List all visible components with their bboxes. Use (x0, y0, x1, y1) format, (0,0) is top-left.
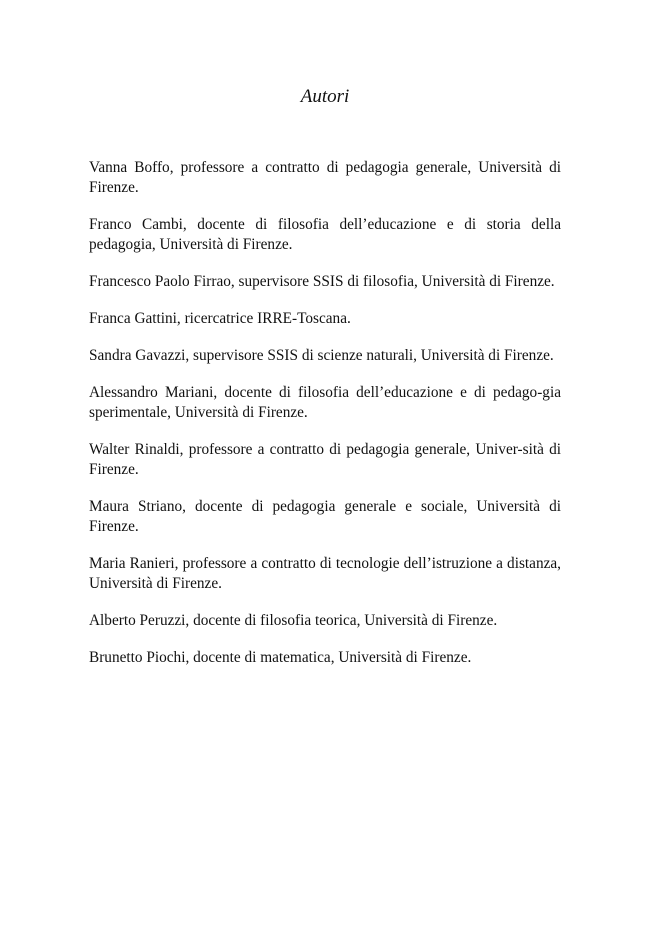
author-entry-cambi: Franco Cambi, docente di filosofia dell’educazione e di storia della pedagogia, Università di Firenze. (89, 216, 561, 253)
author-entry-mariani: Alessandro Mariani, docente di filosofia dell’educazione e di pedago-gia sperimentale, Università di Firenze. (89, 384, 561, 421)
author-entry-piochi: Brunetto Piochi, docente di matematica, Università di Firenze. (89, 649, 472, 666)
author-list (89, 158, 561, 685)
author-entry-ranieri: Maria Ranieri, professore a contratto di tecnologie dell’istruzione a distanza, Università di Firenze. (89, 555, 561, 592)
author-entry-boffo: Vanna Boffo, professore a contratto di pedagogia generale, Università di Firenze. (89, 159, 561, 196)
author-entry-rinaldi: Walter Rinaldi, professore a contratto di pedagogia generale, Univer-sità di Firenze. (89, 441, 561, 478)
author-entry-peruzzi: Alberto Peruzzi, docente di filosofia teorica, Università di Firenze. (89, 612, 498, 629)
author-entry-gavazzi: Sandra Gavazzi, supervisore SSIS di scienze naturali, Università di Firenze. (89, 347, 554, 364)
author-entry-firrao: Francesco Paolo Firrao, supervisore SSIS di filosofia, Università di Firenze. (89, 273, 555, 290)
page-title: Autori (300, 86, 350, 107)
author-entry-striano: Maura Striano, docente di pedagogia generale e sociale, Università di Firenze. (89, 498, 561, 535)
author-entry-gattini: Franca Gattini, ricercatrice IRRE-Toscana. (89, 310, 351, 327)
